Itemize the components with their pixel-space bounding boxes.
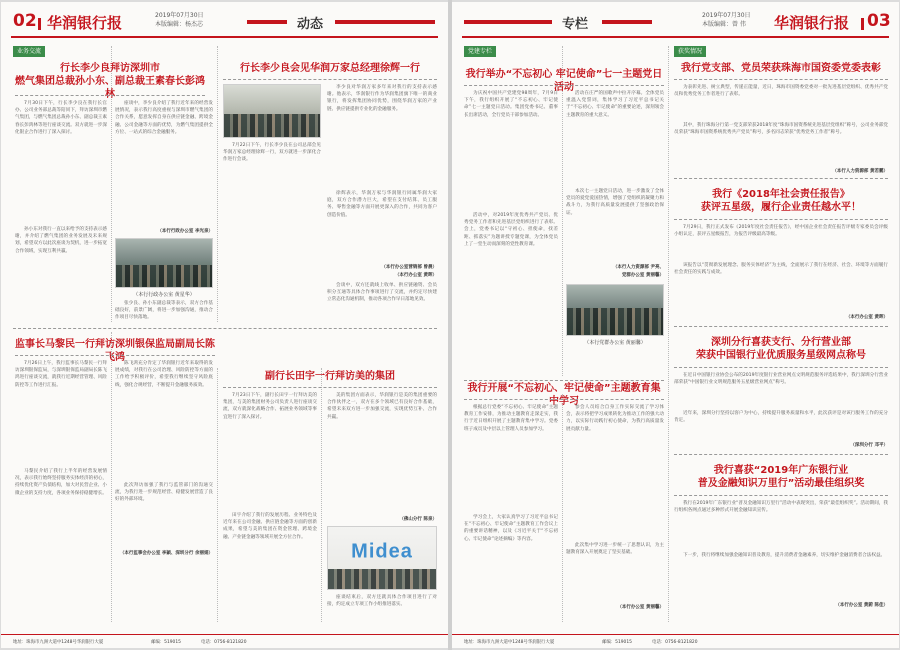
headline-rule [464,85,664,86]
column-divider [321,368,322,622]
masthead-rule [462,36,889,38]
article-byline: （本行行政办公室 李光泉） [157,229,213,234]
article-byline: （本行办公室 黄晖） [394,273,437,278]
article-paragraph: 根据总行党委“不忘初心、牢记使命”主题教育工作安排，为推动主题教育走深走实，我行于近日组织开展了主题教育集中学习。党委班子成员及中层以上管理人员参加学习。 [464,405,558,432]
footer-phone: 电话：0756-8121820 [201,640,247,645]
photo-people [328,569,436,589]
headline-rule [223,387,437,388]
article-paragraph: 学习会上，大家认真学习了习近平总书记在“不忘初心、牢记使命”主题教育工作会议上的重要讲话精神，以及《习近平关于“不忘初心、牢记使命”论述摘编》等内容。 [464,515,558,542]
newspaper-title: 华润银行报 [774,14,850,32]
headline-rule [15,95,205,96]
midea-logo: Midea [351,540,413,563]
article-byline: （本行办公室 黄晖） [845,315,888,320]
meeting-photo [115,238,213,288]
article-paragraph: 田宇介绍了我行的发展历程、业务特色及近年来在公司金融、供应链金融等方面的创新成果，希望与美的集团在资金管理、跨境金融、产业链金融等领域开展全方位合作。 [223,513,317,540]
photo-people [116,265,212,287]
section-title: 动态 [297,17,324,32]
article-byline: （佛山分行 陈泉） [399,517,437,522]
issue-meta [155,11,204,29]
article-paragraph: 为庆祝中国共产党建党98周年，7月9日下午，我行组织开展了“不忘初心、牢记使命”七一主题党日活动。集团党委书记、董事长出席活动，全行党员干部参加活动。 [464,91,558,118]
headline-rule [464,399,664,400]
article-headline: 我行举办“不忘初心 牢记使命”七一主题党日活动 [465,69,663,93]
article-paragraph: 陈飞鸿充分肯定了华润银行近年来取得的发展成绩，对我行在公司治理、风险防控等方面的工作给予积极评价，希望我行继续坚守风险底线，强化合规经营，不断提升金融服务质效。 [115,361,213,388]
column-divider [668,46,669,622]
right-masthead [452,2,899,40]
headline-line: 普及金融知识万里行”活动最佳组织奖 [697,478,865,489]
article-headline [674,336,888,362]
masthead-bar [861,18,864,30]
issue-date: 2019年07月30日 [702,12,751,19]
article-headline: 监事长马黎民一行拜访深圳银保监局副局长陈飞鸿 [15,339,215,363]
section-bar-right [335,20,435,24]
article-paragraph: 座谈中，李少良介绍了我行近年来的经营发展情况，表示我行高度重视与深圳市燃气集团的合作关系，愿意发挥自身在供应链金融、跨境金融、公司金融等方面的优势，为燃气集团提供全方位、一站式的综合金融服务。 [115,101,213,135]
footer-postcode: 邮编：519015 [151,640,181,645]
article-paragraph: 7月23日下午，副行长田宇一行拜访美的集团，与美的集团财务公司负责人进行座谈交流，双方就深化战略合作、拓展业务领域等事宜进行了深入探讨。 [223,393,317,420]
article-paragraph: 会谈中，双方还就线上收单、供应链融资、会员积分互通等具体合作事项进行了交流，并约定尽快建立常态化沟通机制，推动各项合作早日落地见效。 [327,283,437,303]
footer-postcode: 邮编：519015 [602,640,632,645]
photo-caption: （本行党群办公室 黄丽馨） [584,340,646,346]
article-headline: 行长李少良会见华润万家总经理徐辉一行 [240,63,420,74]
article-paragraph: 参会人员结合自身工作实际交流了学习体会，表示将把学习成果转化为推动工作的强大动力，以实际行动践行初心使命，为我行高质量发展贡献力量。 [566,405,664,432]
article-paragraph: 下一步，我行将继续加强金融知识普及教育，提升消费者金融素养，切实维护金融消费者合法权益。 [683,553,886,558]
article-paragraph: 此次拜访加强了我行与监管部门的沟通交流，为我行进一步规范经营、稳健发展营造了良好的外部环境。 [115,483,213,503]
article-paragraph: 活动在庄严的国歌声中拉开序幕。全体党员重温入党誓词，集体学习了习近平总书记关于“不忘初心、牢记使命”的重要论述，深刻领会主题教育的重大意义。 [566,91,664,118]
section-divider [13,328,437,329]
issue-date: 2019年07月30日 [155,12,204,19]
article-paragraph: 此次集中学习进一步统一了思想认识，为主题教育深入开展奠定了坚实基础。 [566,543,664,556]
headline-line: 我行喜获“2019年广东银行业 [713,465,849,476]
article-paragraph: 近年来，深圳分行坚持以客户为中心，持续提升服务质量和水平，此次获评是对该行服务工作的充分肯定。 [674,411,888,424]
section-bar-left [464,20,552,24]
article-byline: （本行办公室营销部 曾晨） [381,265,437,270]
section-title: 专栏 [562,17,589,32]
article-byline: 党群办公室 黄丽馨） [621,273,664,278]
section-bar-left [247,20,287,24]
column-divider [562,46,563,376]
article-paragraph: 活动中，对2019年度优秀共产党员、优秀党务工作者和先进基层党组织进行了表彰。会上，党委书记以“守初心、担使命，找差距、抓落实”为题讲授专题党课，为全体党员上了一堂生动而深刻的党性教育课。 [464,213,558,247]
article-byline: （深圳分行 邓平） [850,443,888,448]
section-divider [464,380,664,381]
photo-people [224,114,320,137]
headline-rule [674,367,888,368]
midea-photo [327,526,437,590]
article-paragraph: 美的集团方面表示，华润银行是美的集团重要的合作伙伴之一，双方在多个领域已有良好合作基础，希望未来双方进一步加强交流，实现优势互补、合作共赢。 [327,393,437,420]
article-paragraph: 7月29日，我行正式发布《2019年度社会责任报告》，经中国企业社会责任报告评级专家委员会评级小组认定，获评五星级报告，为报告评级最高等级。 [674,225,888,238]
issue-editor: 本版编辑：杨杰芯 [155,21,204,28]
article-paragraph: 7月26日上午，我行监事长马黎民一行拜访深圳银保监局，与深圳银保监局副局长陈飞鸿进行座谈交流，就我行近期经营管理、风险防控等工作进行汇报。 [15,361,107,388]
column-divider [217,368,218,622]
page-number: 02 [13,11,37,31]
left-masthead [1,2,448,40]
right-page [452,2,899,648]
headline-rule [223,79,437,80]
article-headline [674,464,888,490]
page-number: 03 [867,11,891,31]
headline-rule [674,495,888,496]
page-footer [452,634,899,648]
headline-line: 获评五星级，履行企业责任越水平！ [701,202,861,213]
article-paragraph: 马黎民介绍了我行上半年的经营发展情况，表示我行始终坚持服务实体经济的初心，持续优化资产负债结构，加大对民营企业、小微企业的支持力度，各项业务保持稳健增长。 [15,469,107,496]
issue-meta [702,11,751,29]
article-headline: 副行长田宇一行拜访美的集团 [265,371,395,382]
section-bar-right [602,20,652,24]
page-footer [1,634,448,648]
article-byline: （本行办公室 黄蔚 陈佳） [835,603,888,608]
article-paragraph: 李少良对华润万家多年来对我行的支持表示感谢。他表示，华润银行作为华润集团旗下唯一的商业银行，将发挥集团协同优势，围绕华润万家的产业链、供应链提供专业化的金融服务。 [327,85,437,112]
column-divider [562,394,563,622]
party-photo [566,284,664,336]
article-paragraph: 7月30日下午，行长李少良在我行长官办、公司业务部总裁等陪同下，拜访深圳市燃气集团，与燃气集团总裁孙小东、副总裁王素春长彭鸿林等进行座谈交流。双方就进一步深化银企合作进行了深入探讨。 [15,101,107,135]
left-page [1,2,448,648]
headline-line: 行长李少良拜访深圳市 [60,63,160,74]
article-headline: 我行开展“不忘初心、牢记使命”主题教育集中学习 [467,383,661,407]
footer-address: 地址：珠海市九洲大道中1248号华润银行大厦 [13,640,104,645]
headline-line: 深圳分行喜获支行、分行营业部 [711,337,851,348]
newspaper-title: 华润银行报 [47,14,123,32]
article-headline: 我行党支部、党员荣获珠海市国资委党委表彰 [681,63,881,74]
photo-caption: （本行行政办公室 黄星华） [133,292,195,298]
column-tag: 获奖情况 [674,46,706,57]
section-divider [674,454,888,455]
article-byline: （本行监事会办公室 李颖、深圳分行 余丽娟） [119,551,213,556]
article-byline: （本行办公室 黄丽馨） [617,605,664,610]
article-headline [674,188,888,214]
column-tag: 业务交流 [13,46,45,57]
masthead-bar [38,18,41,30]
meeting-photo [223,84,321,138]
headline-rule [674,219,888,220]
article-paragraph: 该报告以“贯彻新发展理念、服务实体经济”为主线，全面展示了我行在经济、社会、环境等方面履行社会责任的实践与成效。 [674,263,888,276]
section-divider [674,178,888,179]
article-paragraph: 在近日中国银行业协会公布的2019年度银行业营业网点文明规范服务评选结果中，我行深圳分行营业部荣获“中国银行业文明规范服务五星级营业网点”称号。 [674,373,888,386]
issue-editor: 本版编辑：曾 伟 [702,21,746,28]
headline-rule [15,355,215,356]
column-divider [111,332,112,622]
article-paragraph: 为表彰先进、树立典型，传递正能量，近日，珠海市国资委党委对一批先进基层党组织、优秀共产党员和优秀党务工作者进行了表彰。 [674,85,888,98]
article-paragraph: 孙小东对我行一直以来给予的支持表示感谢，并介绍了燃气集团的业务发展及未来规划，希望双方以此次座谈为契机，进一步拓宽合作领域，实现互利共赢。 [15,227,107,254]
article-paragraph: 我行在2019年广东银行业“普及金融知识万里行”活动中表现突出，荣获“最佳组织奖”。活动期间，我行组织各网点通过多种形式开展金融知识宣传。 [674,501,888,514]
headline-line: 燃气集团总裁孙小东、副总裁王素春长彭鸿林 [15,76,205,100]
footer-phone: 电话：0756-8121820 [652,640,698,645]
section-divider [674,326,888,327]
article-paragraph: 座谈结束后，双方还就具体合作项目进行了对接，约定成立专项工作小组推进落实。 [327,595,437,608]
article-paragraph: 徐辉表示，华润万家与华润银行同属华润大家庭，双方合作潜力巨大，希望在支付结算、员工服务、零售金融等方面开展更深入的合作，共同为客户创造价值。 [327,191,437,218]
column-tag: 党建专栏 [464,46,496,57]
footer-address: 地址：珠海市九洲大道中1248号华润银行大厦 [464,640,555,645]
article-paragraph: 本次七一主题党日活动，进一步激发了全体党员的爱党爱国热情，增强了党组织的凝聚力和战斗力，为我行高质量发展提供了坚强政治保证。 [566,189,664,216]
article-byline: （本行人力资源部 黄若鹏） [832,169,888,174]
article-paragraph: 7月22日下午，行长李少良在公司总部会见华润万家总经理徐辉一行，双方就进一步深化合作进行会谈。 [223,143,321,163]
article-byline: （本行人力资源部 尹亮、 [612,265,664,270]
masthead-rule [11,36,438,38]
headline-rule [674,79,888,80]
article-paragraph: 张少良、孙小东副总裁等表示，双方合作基础良好，前景广阔，将进一步加强沟通，推动合作项目尽快落地。 [115,301,213,321]
photo-people [567,308,663,336]
headline-line: 荣获中国银行业优质服务星级网点称号 [696,350,866,361]
article-paragraph: 其中，我行珠海分行第一党支部荣获2018年度“珠海市国资系统先进基层党组织”称号，公司业务部党员荣获“珠海市国资系统优秀共产党员”称号，多名同志荣获“优秀党务工作者”称号。 [674,123,888,136]
column-divider [217,46,218,322]
headline-line: 我行《2018年社会责任报告》 [712,189,850,200]
